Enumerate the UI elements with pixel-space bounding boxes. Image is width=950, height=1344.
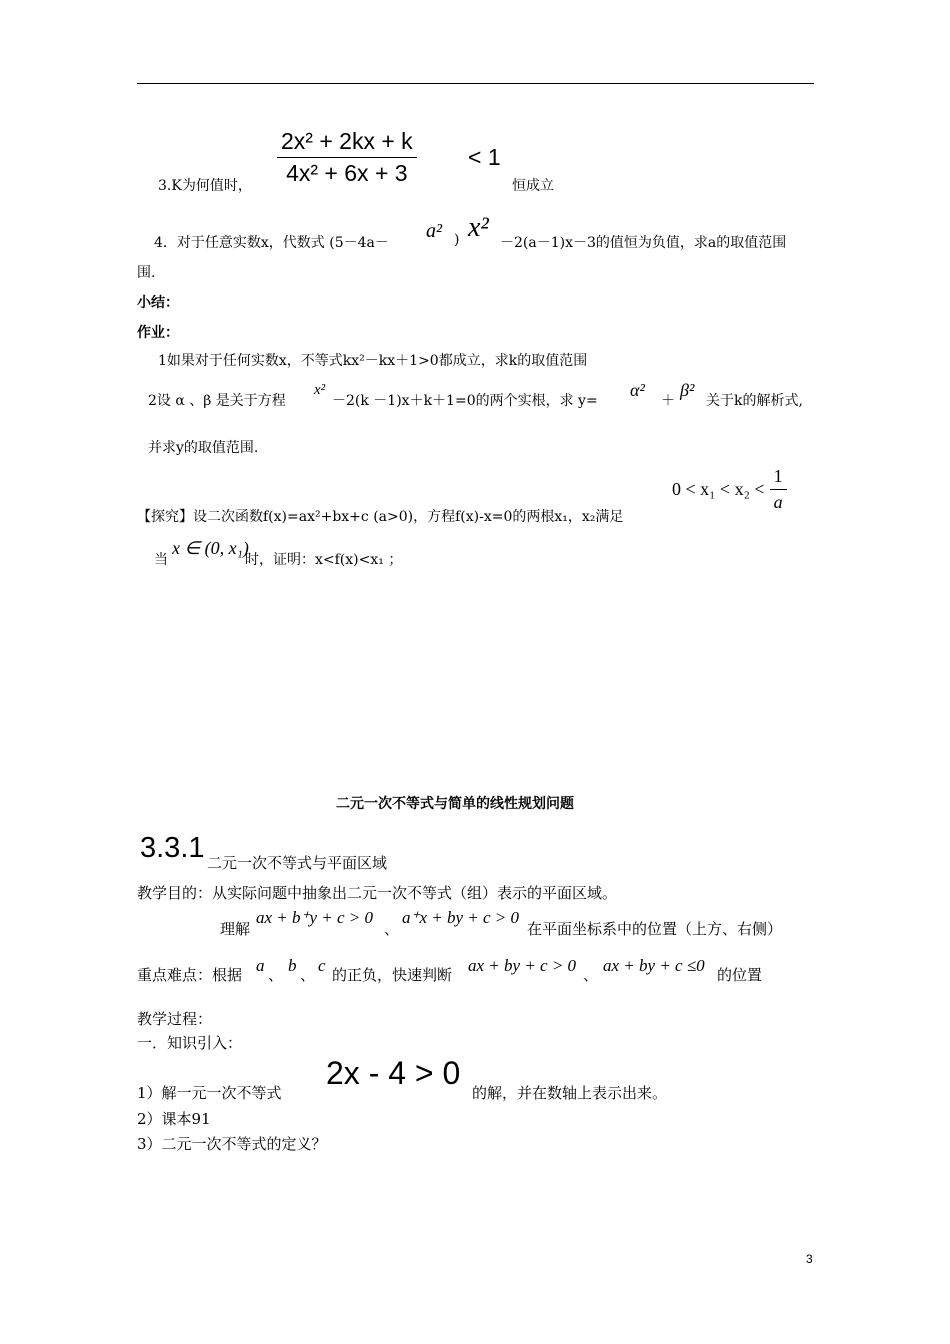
item-1-a: 1）解一元一次不等式 bbox=[137, 1084, 282, 1102]
explore-condition-den: a bbox=[773, 492, 783, 512]
keypoint-inequality-1: ax + by + c > 0 bbox=[468, 956, 577, 975]
q4-a-squared: a² bbox=[426, 220, 442, 242]
objective-understand: 理解 bbox=[220, 920, 251, 938]
keypoint-a: a bbox=[256, 956, 265, 975]
explore-when: 当 bbox=[154, 552, 168, 568]
intro-heading: 一．知识引入： bbox=[137, 1034, 243, 1052]
keypoint-sep-1: 、 bbox=[268, 966, 284, 984]
explore-condition bbox=[672, 466, 787, 513]
homework-item-2-line2: 并求y的取值范围. bbox=[148, 440, 259, 456]
subsection-number: 3.3.1 bbox=[140, 832, 205, 864]
q4-x-squared: x² bbox=[468, 212, 489, 243]
subsection-title: 二元一次不等式与平面区域 bbox=[207, 854, 388, 872]
explore-condition-num: 1 bbox=[770, 466, 787, 490]
hw2-alpha-squared: α² bbox=[630, 380, 645, 400]
q4-close: ) bbox=[454, 232, 460, 248]
q3-tail: 恒成立 bbox=[512, 178, 554, 194]
homework-item-1: 1如果对于任何实数x，不等式kx²－kx＋1>0都成立，求k的取值范围 bbox=[158, 353, 588, 369]
item-1-equation: 2x - 4 > 0 bbox=[326, 1055, 461, 1091]
hw2-plus: ＋ bbox=[661, 393, 675, 409]
item-3: 3）二元一次不等式的定义？ bbox=[137, 1135, 327, 1153]
q3-relation: < 1 bbox=[468, 144, 501, 170]
q4-line1-a: 4．对于任意实数x，代数式 (5－4a－ bbox=[154, 235, 389, 251]
explore-text: 【探究】设二次函数f(x)=ax²+bx+c (a>0)，方程f(x)-x=0的两根x₁，x₂满足 bbox=[137, 509, 624, 525]
q3-fraction bbox=[277, 128, 417, 187]
summary-heading: 小结： bbox=[137, 295, 179, 311]
homework-heading: 作业： bbox=[137, 325, 179, 341]
objective-line1: 教学目的：从实际问题中抽象出二元一次不等式（组）表示的平面区域。 bbox=[137, 884, 618, 902]
keypoint-sep-2: 、 bbox=[300, 966, 316, 984]
homework-item-2-a: 2设 α 、β 是关于方程 bbox=[148, 393, 286, 409]
item-1-b: 的解，并在数轴上表示出来。 bbox=[472, 1084, 668, 1102]
q4-line1-b: －2(a－1)x－3的值恒为负值，求a的取值范围 bbox=[500, 235, 787, 251]
keypoint-mid: 的正负，快速判断 bbox=[332, 966, 453, 984]
objective-separator: 、 bbox=[384, 920, 400, 938]
explore-condition-left: 0 < x₁ < x₂ < bbox=[672, 479, 765, 499]
section-title: 二元一次不等式与简单的线性规划问题 bbox=[336, 796, 574, 812]
keypoint-tail: 的位置 bbox=[717, 966, 763, 984]
explore-interval: x ∈ (0, x₁) bbox=[172, 538, 249, 558]
keypoint-c: c bbox=[318, 956, 326, 975]
hw2-x-squared: x² bbox=[314, 382, 326, 398]
q3-label: 3.K为何值时， bbox=[158, 178, 252, 194]
objective-inequality-1: ax + b⁺y + c > 0 bbox=[256, 908, 374, 927]
item-2: 2）课本91 bbox=[137, 1110, 211, 1128]
explore-proof: 时，证明：x<f(x)<x₁ ； bbox=[245, 552, 403, 568]
keypoint-lead: 重点难点：根据 bbox=[137, 966, 243, 984]
objective-inequality-2: a⁺x + by + c > 0 bbox=[402, 908, 520, 927]
keypoint-sep-3: 、 bbox=[583, 966, 599, 984]
q4-line2: 围. bbox=[137, 265, 156, 281]
hw2-beta-squared: β² bbox=[680, 380, 695, 400]
homework-item-2-c: 关于k的解析式, bbox=[706, 393, 803, 409]
page-number: 3 bbox=[806, 1252, 813, 1266]
q3-numerator: 2x² + 2kx + k bbox=[277, 128, 417, 158]
objective-tail: 在平面坐标系中的位置（上方、右侧） bbox=[527, 920, 783, 938]
homework-item-2-b: －2(k －1)x＋k＋1=0的两个实根，求 y= bbox=[332, 393, 598, 409]
keypoint-b: b bbox=[288, 956, 297, 975]
keypoint-inequality-2: ax + by + c ≤0 bbox=[603, 956, 705, 975]
q3-denominator: 4x² + 6x + 3 bbox=[286, 160, 408, 186]
process-heading: 教学过程： bbox=[137, 1010, 213, 1028]
header-rule bbox=[137, 83, 814, 84]
